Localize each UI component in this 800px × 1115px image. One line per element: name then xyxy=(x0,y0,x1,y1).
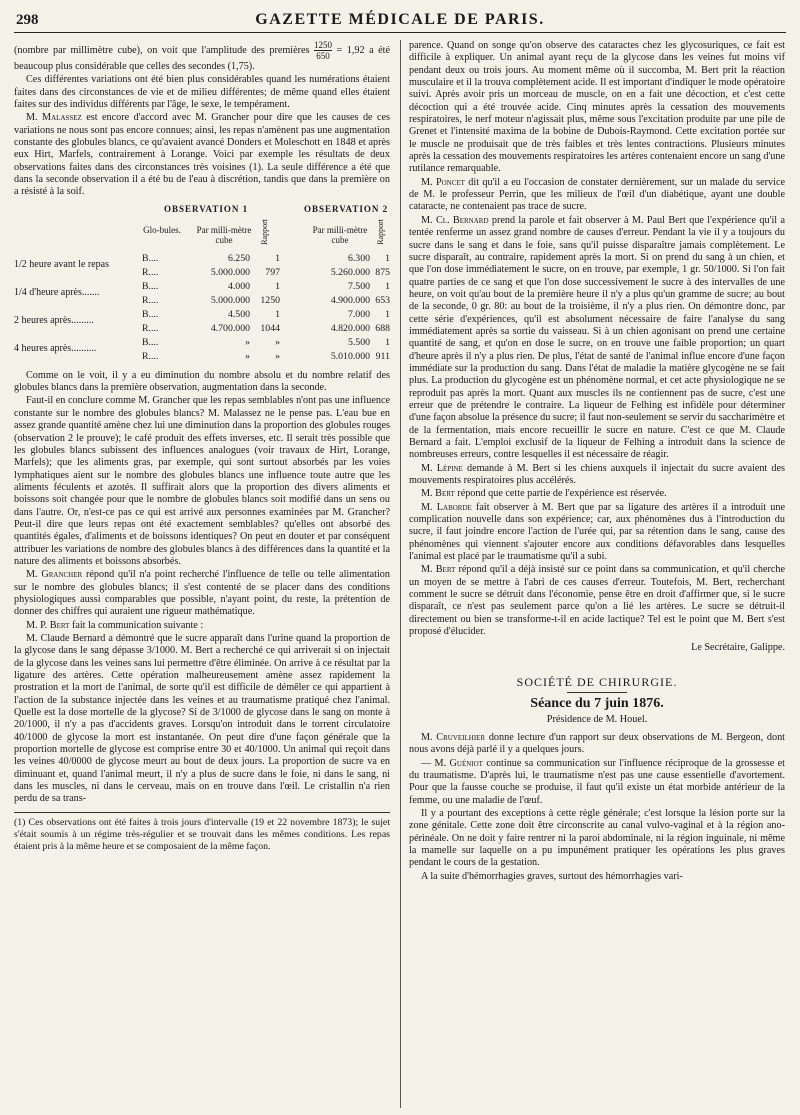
speaker-name: M. Cl. Bernard xyxy=(421,214,489,226)
obs2-ratio: 653 xyxy=(375,294,390,306)
speaker-name: M. Malassez xyxy=(26,112,82,124)
obs2-value: 6.300 xyxy=(347,252,370,264)
globule-type: R.... xyxy=(142,322,159,334)
obs2-ratio: 1 xyxy=(385,308,390,320)
col-par-mm-1: Par milli-mètre cube xyxy=(196,224,252,245)
obs1-ratio: 1 xyxy=(275,308,280,320)
paragraph: Faut-il en conclure comme M. Grancher que les repas semblables n'ont pas une influence constante sur le nombre des globules blancs? M. Malassez ne le pense pas. L'eau bue en assez grande quantité amène chez lui une diminution dans la proportion des globules rouges (observation 2 le prouve); le café produit des effets inverses, etc. Il serait très possible que les globules blancs subissent des influences analogues (voir travaux de Hirt, Lorange, Marfels); que les aliments gras, par exemple, qui sont surtout absorbés par les voies lymphatiques aient sur le nombre des globules blancs une influence toute autre que les aliments féculents et azotés. Il suffirait alors que la proportion des divers aliments et boissons soit changée pour que le nombre de globules blancs soit modifié dans un sens ou dans l'autre. Or, n'est-ce pas ce qui est arrivé aux personnes examinées par M. Grancher? Peut-il dire que leurs repas ont été exactement semblables? qu'elles ont absorbé des quantités égales, d'aliments et de boissons identiques? On peut en douter et par conséquent attribuer les variations de nombre des globules blancs à des différences dans la quantité et la nature des aliments et boissons absorbés. xyxy=(14,395,390,567)
observation-1-title: OBSERVATION 1 xyxy=(164,203,249,214)
obs2-value: 7.500 xyxy=(347,280,370,292)
page-number: 298 xyxy=(16,12,39,28)
obs1-ratio: 797 xyxy=(265,266,280,278)
obs1-value: 5.000.000 xyxy=(210,266,250,278)
globule-type: B.... xyxy=(142,308,159,320)
obs1-value: 4.500 xyxy=(227,308,250,320)
column-divider xyxy=(400,40,401,1108)
title-rule xyxy=(567,692,627,693)
obs1-value: » xyxy=(245,350,250,362)
speaker-name: M. Grancher xyxy=(26,569,83,581)
paragraph: M. Bert répond qu'il a déjà insisté sur ce point dans sa communication, et qu'il cherche un moyen de se mettre à l'abri de ces causes d'erreur. Toutefois, M. Bert, recherchant comment le sucre se détruit dans l'économie, pense être en droit d'affirmer que, si le sucre disparaît, ce n'est pas seulement parce qu'on a lié les artères. Le sucre se détruit-il directement ou bien se transforme-t-il en acide lactique? Tel est le point que M. Bert s'est proposé d'élucider. xyxy=(409,564,785,638)
col-globules: Glo-bules. xyxy=(143,224,181,235)
paragraph: (nombre par millimètre cube), on voit que l'amplitude des premières $\frac{1250}{650}$ = 1,92 a été beaucoup plus considérable que celles des secondes (1,75). xyxy=(14,40,390,72)
left-column xyxy=(14,40,390,1108)
paragraph: — M. Guéniot continue sa communication sur l'influence réciproque de la grossesse et du traumatisme. D'après lui, le traumatisme n'est pas une cause essentielle d'avortement. Pour que la fausse couche se produise, il faut qu'il existe un état morbide antérieur de la femme, ou une maladie de l'œuf. xyxy=(409,757,785,806)
row-label: 1/2 heure avant le repas xyxy=(14,258,109,270)
paragraph: M. Malassez est encore d'accord avec M. Grancher pour dire que les causes de ces variations ne nous sont pas encore connues; ainsi, les repas n'amènent pas une augmentation constante des globules blancs, ce qu'avaient avancé Donders et Moleschott en 1848 et après eux Hirt, Marfels, contrairement à Lorange. Voici par exemple les résultats de deux observations faites dans des circonstances très voisines (1). La seule différence a été que dans la seconde observation il a été bu de l'eau à discrétion, tandis que dans la première on a résisté à la soif. xyxy=(14,112,390,198)
obs1-ratio: 1044 xyxy=(260,322,280,334)
table-row xyxy=(14,295,390,309)
obs2-value: 4.820.000 xyxy=(330,322,370,334)
paragraph: M. P. Bert fait la communication suivante : xyxy=(26,619,204,631)
section-title: SOCIÉTÉ DE CHIRURGIE. xyxy=(516,674,678,689)
obs1-value: » xyxy=(245,336,250,348)
obs1-value: 4.000 xyxy=(227,280,250,292)
obs1-value: 6.250 xyxy=(227,252,250,264)
speaker-name: M. Lépine xyxy=(421,462,463,474)
right-column xyxy=(409,40,785,1108)
footnote: (1) Ces observations ont été faites à trois jours d'intervalle (19 et 22 novembre 1873); le sujet s'était soumis à un régime très-régulier et se trouvait dans les mêmes conditions. Les repas étaient pris à la même heure et se composaient de la même façon. xyxy=(14,812,390,853)
obs1-ratio: » xyxy=(275,336,280,348)
table-row xyxy=(14,280,390,298)
globule-type: R.... xyxy=(142,266,159,278)
col-par-mm-2: Par milli-mètre cube xyxy=(312,224,368,245)
col-rapport-2: Rapport xyxy=(376,218,385,245)
obs2-value: 5.260.000 xyxy=(330,266,370,278)
paragraph: M. Cl. Bernard prend la parole et fait observer à M. Paul Bert que l'expérience qu'il a tentée renferme un assez grand nombre de causes d'erreur. Pendant la vie il y a toujours du sucre dans le sang et dans le foie, sans qu'il puisse disparaître jamais complètement. Le sucre disparaît, au contraire, rapidement après la mort. Si on prend du sang à un chien, et que l'on dose immédiatement le sucre, on en trouve, par exemple, 1 gr. 50/1000. Si l'on fait quatre parties de ce sang et que l'on dose successivement le sucre à des intervalles de une heure, on voit qu'au bout de la première heure il n'y a plus qu'un gramme de sucre; au bout de la seconde, 0 gr. 80: au bout de la troisième, il n'y a plus rien. On démontre donc, par cette série d'expériences, qu'il est absolument nécessaire de faire l'analyse du sang immédiatement après sa sortie du vaisseau. Si à un chien agonisant on prend une certaine quantité de sang, et qu'on en dose le sucre, on en trouve une faible proportion; un quart d'heure après il n'y a plus rien. De plus, l'état de santé de l'animal influe encore d'une façon immédiate sur la production du sang. Dans l'état de maladie la matière glycogène ne se fait plus. La production du glycogène est un phénomène normal, et cet acte physiologique ne se reproduit pas après la mort. Quant aux muscles ils ne contiennent pas de sucre, c'est une erreur que de prétendre le contraire. La liqueur de Felhing est infidèle pour déterminer d'une façon absolue la présence du sucre; il faut non-seulement se servir du saccharimètre et de la fermentation, mais encore recueillir le sucre en nature. C'est ce que M. Claude Bernard a fait. L'emploi exclusif de la liqueur de Felhing a introduit dans la science de nombreuses erreurs, contre lesquelles il est nécessaire de réagir. xyxy=(409,214,785,461)
speaker-name: M. Bert xyxy=(421,564,456,576)
table-row xyxy=(14,351,390,365)
globule-type: R.... xyxy=(142,350,159,362)
paragraph: M. Poncet dit qu'il a eu l'occasion de constater dernièrement, sur un malade du service de M. le professeur Perrin, que les milieux de l'œil d'un diabétique, ayant une double cataracte, ne contenaient pas trace de sucre. xyxy=(409,176,785,213)
table-row xyxy=(14,336,390,354)
table-row xyxy=(14,308,390,326)
seance-heading: Séance du 7 juin 1876. xyxy=(530,696,664,712)
obs1-ratio: 1 xyxy=(275,280,280,292)
table-row xyxy=(14,323,390,337)
paragraph: M. Cruveilhier donne lecture d'un rapport sur deux observations de M. Bergeon, dont nous avons déjà parlé il y a quelques jours. xyxy=(409,731,785,756)
newspaper-page xyxy=(14,10,786,1108)
paragraph: Comme on le voit, il y a eu diminution du nombre absolu et du nombre relatif des globules blancs dans la première observation, augmentation dans la seconde. xyxy=(14,369,390,394)
paragraph: A la suite d'hémorrhagies graves, surtout des hémorrhagies vari- xyxy=(421,870,683,882)
table-row xyxy=(14,267,390,281)
row-label: 4 heures après.......... xyxy=(14,342,97,354)
speaker-name: M. Poncet xyxy=(421,176,465,188)
obs2-ratio: 688 xyxy=(375,322,390,334)
table-row xyxy=(14,252,390,270)
obs1-ratio: 1 xyxy=(275,252,280,264)
speaker-name: M. Cruveilhier xyxy=(421,731,486,743)
obs2-value: 5.500 xyxy=(347,336,370,348)
secretary-signature: Le Secrétaire, Galippe. xyxy=(691,641,785,653)
globule-type: B.... xyxy=(142,280,159,292)
speaker-name: M. Laborde xyxy=(421,501,472,513)
obs2-value: 5.010.000 xyxy=(330,350,370,362)
paragraph: M. Bert répond que cette partie de l'expérience est réservée. xyxy=(421,488,667,500)
obs2-ratio: 911 xyxy=(375,350,390,362)
row-label: 2 heures après......... xyxy=(14,314,94,326)
row-label: 1/4 d'heure après....... xyxy=(14,286,100,298)
speaker-name: — M. Guéniot xyxy=(421,757,483,769)
paragraph: M. Laborde fait observer à M. Bert que par sa ligature des artères il a introduit une complication nouvelle dans son expérience; car, aux phénomènes dus à l'introduction du sucre, il faut joindre encore l'action de l'urée qui, par sa rétention dans le sang, cause des phénomènes qui viennent s'ajouter encore aux conditions défavorables dans lesquelles l'animal est placé par le traumatisme qu'il a subi. xyxy=(409,501,785,563)
obs1-value: 5.000.000 xyxy=(210,294,250,306)
two-column-body xyxy=(14,40,786,1108)
paragraph: Il y a pourtant des exceptions à cette règle générale; c'est lorsque la lésion porte sur la zone génitale. Cette zone doit être circonscrite au canal vulvo-vaginal et à la région ano-périnéale. On ne doit y faire rentrer ni la paroi abdominale, ni la région inguinale, ni même la mamelle sur laquelle on a pu impunément pratiquer les opérations les plus graves pendant le cours de la gestation. xyxy=(409,807,785,869)
obs2-ratio: 1 xyxy=(385,336,390,348)
presidence-line: Présidence de M. Houel. xyxy=(546,713,648,725)
paragraph: M. Lépine demande à M. Bert si les chiens auxquels il injectait du sucre avaient des mouvements respiratoires plus accélérés. xyxy=(409,462,785,487)
obs2-ratio: 875 xyxy=(375,266,390,278)
obs1-ratio: » xyxy=(275,350,280,362)
fraction: $\frac{1250}{650}$ xyxy=(314,40,333,61)
obs1-value: 4.700.000 xyxy=(210,322,250,334)
observation-table xyxy=(14,203,390,365)
paragraph: M. Claude Bernard a démontré que le sucre apparaît dans l'urine quand la proportion de la glycose dans le sang dépasse 3/1000. M. Bert a recherché ce qui arriverait si on injectait de la glycose dans les veines sans lui permettre d'être éliminée. On arrive à ce résultat par la ligature des artères. Cette opération malheureusement amène assez rapidement la prostration et la mort de l'animal, de sorte qu'il est difficile de démêler ce qui appartient à l'action de la substance injectée dans les veines et au traumatisme pratiqué chez l'animal. Quelle est la dose mortelle de la glycose? Si de 3/1000 de glycose dans le sang on monte à 20/1000, il n'y a pas d'accidents graves. Lorsqu'on introduit dans le torrent circulatoire 40/1000 de glycose la mort est instantanée. On peut dire d'une façon générale que la proportion mortelle de glycose est comprise entre 30 et 40/1000. Un animal qui reçoit dans les veines 40/0000 de glycose meurt au bout de deux jours. La proportion de sucre va en diminuant et, quand l'animal meurt, il n'y a plus de sucre dans le foie, ni dans le sang, ni dans les muscles, ni dans le cerveau, mais on en trouve dans l'œil. Le cristallin n'a rien perdu de sa trans- xyxy=(14,633,390,805)
globule-type: B.... xyxy=(142,252,159,264)
obs2-ratio: 1 xyxy=(385,280,390,292)
observation-2-title: OBSERVATION 2 xyxy=(304,203,389,214)
paragraph: Ces différentes variations ont été bien plus considérables quand les numérations étaient faites dans des circonstances de vie et de milieu différentes; de même quand elles étaient faites sur des individus différents par l'âge, le sexe, le tempérament. xyxy=(14,74,390,111)
speaker-name: M. Bert xyxy=(421,488,455,500)
obs2-value: 4.900.000 xyxy=(330,294,370,306)
obs2-value: 7.000 xyxy=(347,308,370,320)
obs2-ratio: 1 xyxy=(385,252,390,264)
globule-type: B.... xyxy=(142,336,159,348)
paragraph: M. Grancher répond qu'il n'a point recherché l'influence de telle ou telle alimentation sur le nombre des globules blancs; il s'est contenté de se placer dans des conditions physiologiques aussi comparables que possible, n'ayant point, du reste, la prétention de donner des chiffres qui auraient une rigueur mathématique. xyxy=(14,569,390,618)
paragraph: parence. Quand on songe qu'on observe des cataractes chez les glycosuriques, ce fait est difficile à expliquer. Un animal ayant reçu de la glycose dans les veines fut moins vif pendant deux ou trois jours. Au moment même où il succomba, M. Bert prit la réaction musculaire et il la trouva complètement acide. Il est important d'indiquer le mode opératoire suivi. Après avoir pris un morceau de muscle, on en a fait une décoction, et c'est cette décoction qui a été trouvée acide. Cinq minutes après la cessation des mouvements respiratoires, le nerf moteur n'agissait plus, même sous l'excitation produite par une pile de Grenet et l'intensité maxima de la bobine de Dubois-Raymond. Cette excitation portée sur le muscle ne produisait que de très faibles et très lentes contractions. Plusieurs minutes après la cessation des mouvements respiratoires les artères contenaient encore un sang d'une rutilance remarquable. xyxy=(409,40,785,175)
journal-title: GAZETTE MÉDICALE DE PARIS. xyxy=(255,11,545,28)
col-rapport-1: Rapport xyxy=(260,218,269,245)
globule-type: R.... xyxy=(142,294,159,306)
obs1-ratio: 1250 xyxy=(260,294,280,306)
page-header xyxy=(14,10,786,33)
speaker-name: M. P. Bert xyxy=(26,619,70,631)
